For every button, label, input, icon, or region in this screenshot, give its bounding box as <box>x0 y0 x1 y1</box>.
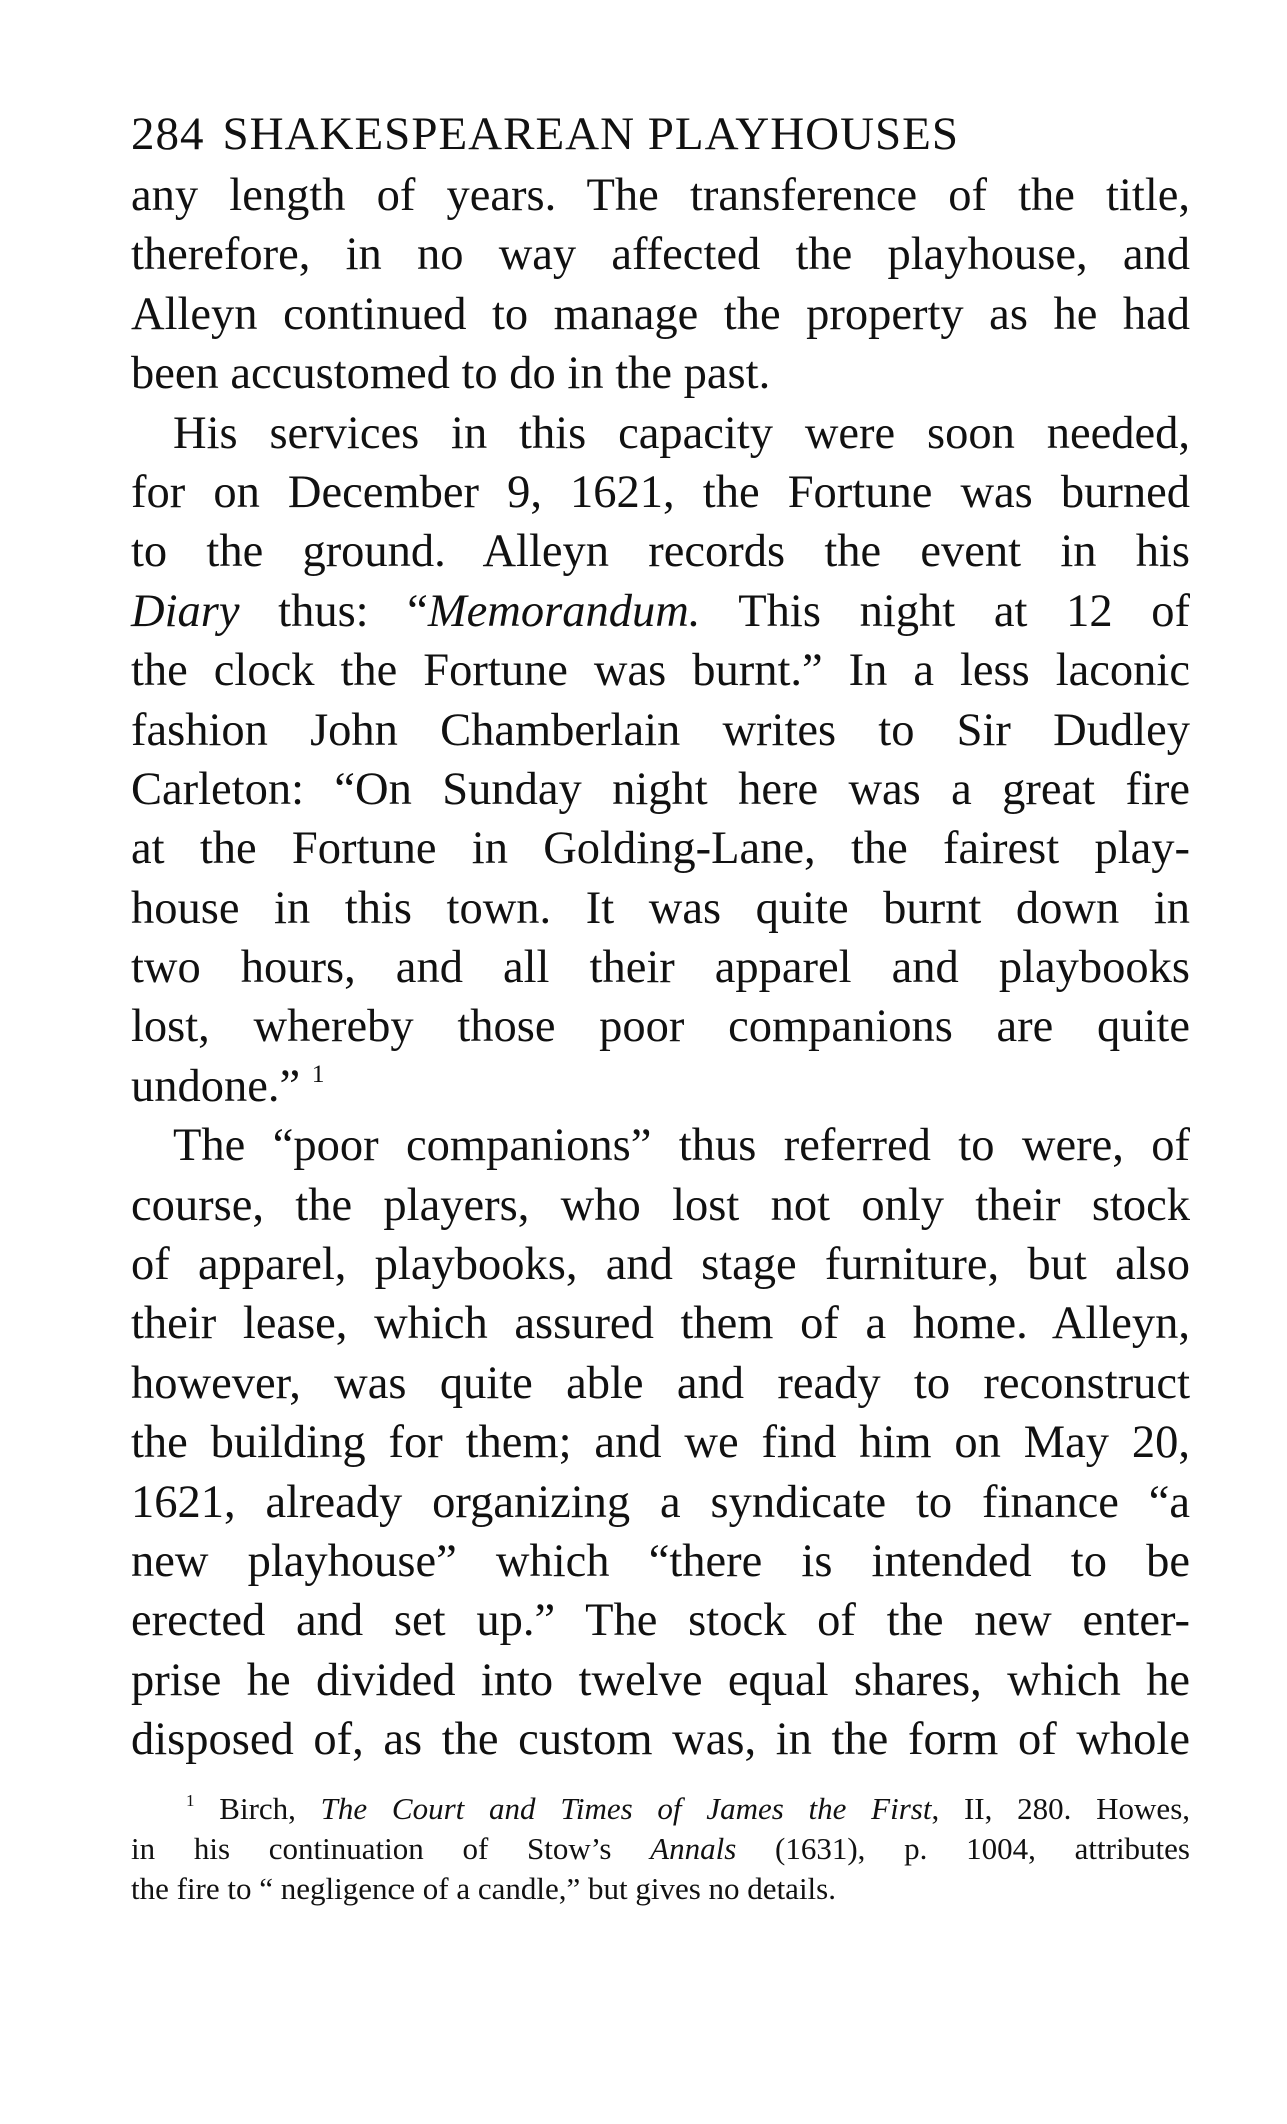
text-line: house in this town. It was quite burnt down in <box>131 882 1190 934</box>
italic-text: Memorandum. <box>427 585 701 637</box>
body-text <box>131 166 1190 1770</box>
text-line: at the Fortune in Golding-Lane, the fairest play- <box>131 823 1190 875</box>
text-line: therefore, in no way affected the playhouse, and <box>131 229 1190 281</box>
text-line: Carleton: “On Sunday night here was a great fire <box>131 763 1190 815</box>
text-line: The “poor companions” thus referred to were, of <box>173 1120 1190 1172</box>
text-line: Alleyn continued to manage the property as he had <box>131 288 1190 340</box>
text-line: two hours, and all their apparel and playbooks <box>131 942 1190 994</box>
text-line: course, the players, who lost not only their stock <box>131 1179 1190 1231</box>
paragraph <box>131 1116 1190 1769</box>
italic-title: Diary <box>131 585 240 637</box>
footnote-reference: 1 <box>311 1058 325 1088</box>
text-run: thus: “ <box>239 585 428 637</box>
text-run: This night at 12 of <box>700 585 1190 637</box>
text-line: however, was quite able and ready to reconstruct <box>131 1357 1190 1409</box>
running-title: SHAKESPEAREAN PLAYHOUSES <box>222 108 960 160</box>
footnote-line <box>131 1829 1190 1869</box>
running-head <box>131 104 1190 164</box>
text-line: the clock the Fortune was burnt.” In a less laconic <box>131 645 1190 697</box>
text-line: to the ground. Alleyn records the event in his <box>131 526 1190 578</box>
footnote-line <box>131 1789 1190 1829</box>
paragraph <box>131 404 1190 1117</box>
italic-title: The Court and Times of James the First <box>320 1791 932 1826</box>
paragraph <box>131 166 1190 404</box>
text-run: in his continuation of Stow’s <box>131 1831 651 1866</box>
text-line: prise he divided into twelve equal shares, which he <box>131 1654 1190 1706</box>
footnote-line: the fire to “ negligence of a candle,” but gives no details. <box>131 1871 836 1906</box>
text-line: 1621, already organizing a syndicate to finance “a <box>131 1476 1190 1528</box>
text-line: fashion John Chamberlain writes to Sir Dudley <box>131 704 1190 756</box>
footnote-marker: 1 <box>186 1791 195 1811</box>
text-line: of apparel, playbooks, and stage furniture, but also <box>131 1239 1190 1291</box>
text-line <box>131 582 1190 641</box>
text-run: undone.” <box>131 1060 301 1112</box>
text-line: their lease, which assured them of a home. Alleyn, <box>131 1298 1190 1350</box>
text-line: erected and set up.” The stock of the new enter- <box>131 1595 1190 1647</box>
text-run: , II, 280. Howes, <box>931 1791 1191 1826</box>
text-line: any length of years. The transference of the title, <box>131 170 1190 221</box>
text-line: disposed of, as the custom was, in the form of whole <box>131 1714 1190 1766</box>
text-line <box>131 1057 1190 1116</box>
book-page <box>131 104 1191 1906</box>
text-line: the building for them; and we find him on May 20, <box>131 1417 1190 1469</box>
text-line: new playhouse” which “there is intended to be <box>131 1535 1190 1587</box>
italic-title: Annals <box>650 1831 737 1866</box>
footnote <box>131 1789 1190 1909</box>
text-line: for on December 9, 1621, the Fortune was burned <box>131 466 1190 518</box>
text-run: Birch, <box>194 1791 321 1826</box>
text-line: His services in this capacity were soon needed, <box>173 407 1190 459</box>
text-run: (1631), p. 1004, attributes <box>736 1831 1190 1866</box>
text-line: been accustomed to do in the past. <box>131 348 771 400</box>
text-line: lost, whereby those poor companions are quite <box>131 1001 1190 1053</box>
page-number: 284 <box>131 108 205 160</box>
